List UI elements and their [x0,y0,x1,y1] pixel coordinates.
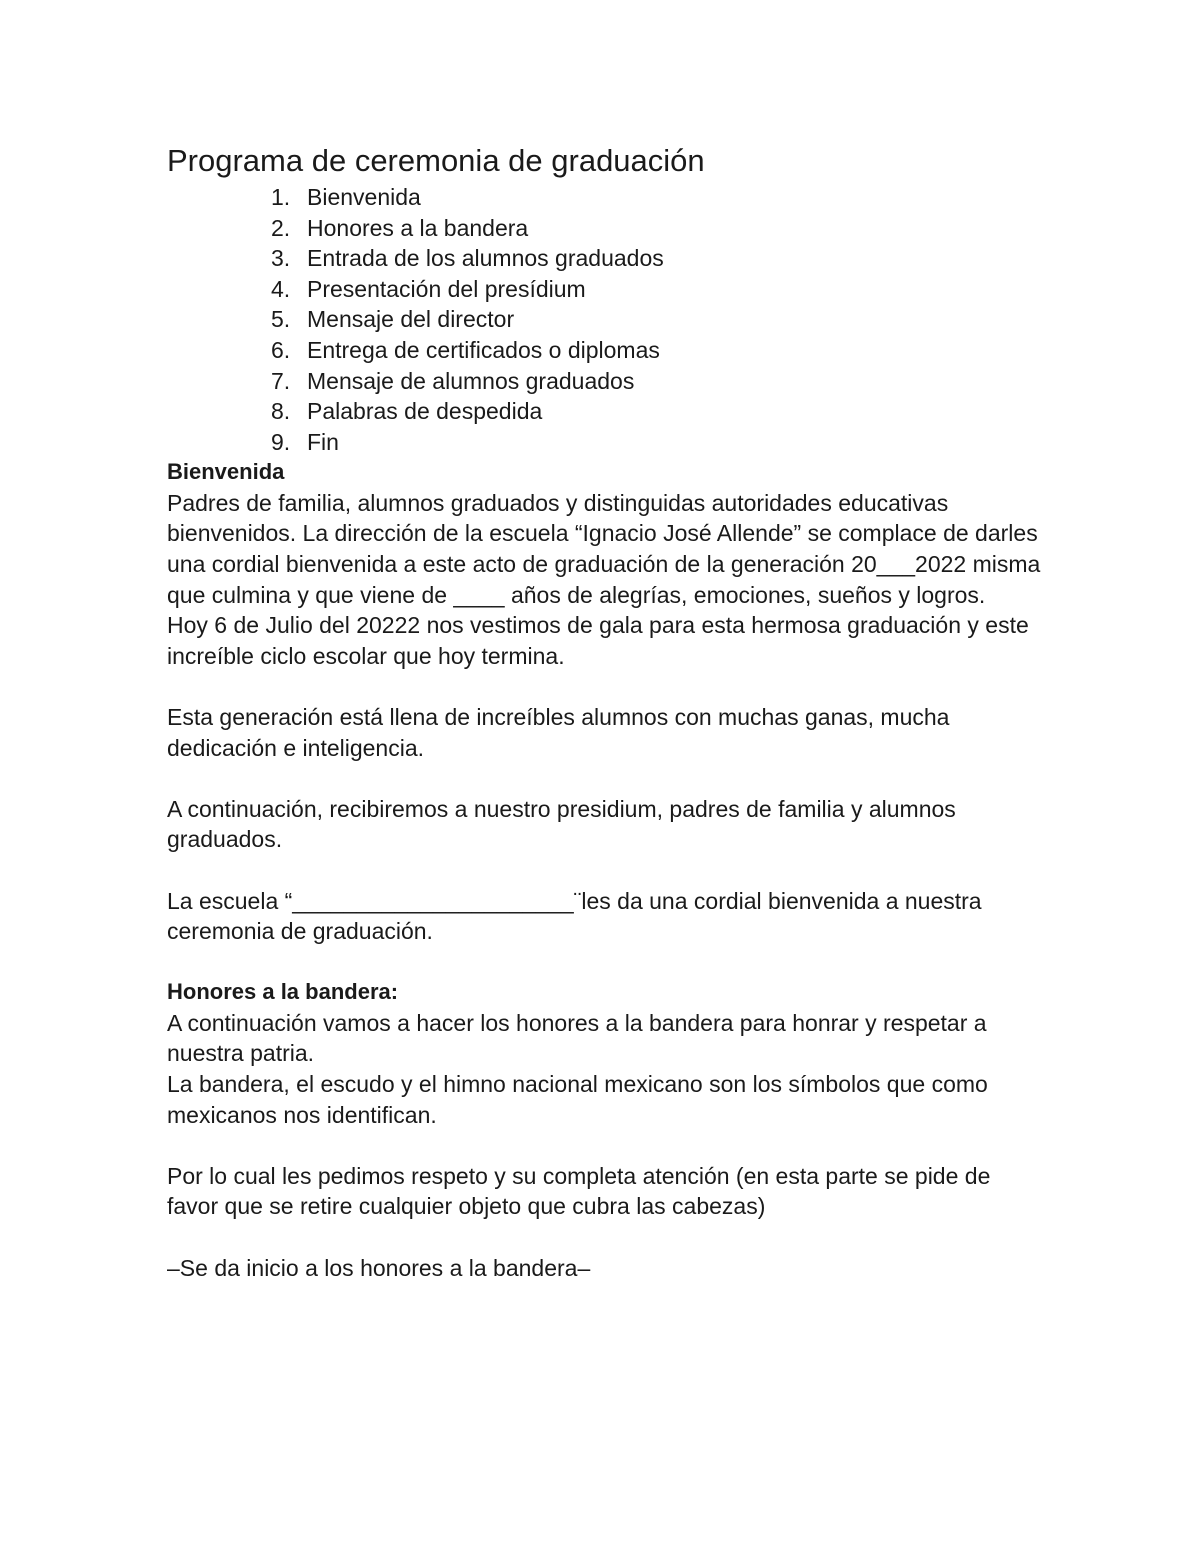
program-item [167,243,1047,274]
spacer [167,855,1047,886]
item-label: Entrada de los alumnos graduados [307,245,664,272]
item-number: 2. [271,214,291,241]
honores-paragraph-2: La bandera, el escudo y el himno nacional mexicano son los símbolos que como mexicanos nos identifican. [167,1071,988,1128]
program-item [167,366,1047,397]
honores-paragraph-3: Por lo cual les pedimos respeto y su completa atención (en esta parte se pide de favor que se retire cualquier objeto que cubra las cabezas) [167,1162,991,1220]
item-label: Mensaje de alumnos graduados [307,367,635,394]
spacer [167,947,1047,978]
program-item [167,182,1047,213]
program-item [167,304,1047,335]
document-title: Programa de ceremonia de graduación [167,143,705,178]
bienvenida-paragraph-5: La escuela “______________________¨les da una cordial bienvenida a nuestra ceremonia de graduación. [167,887,982,945]
item-number: 4. [271,275,291,302]
item-number: 1. [271,184,291,210]
document-page [167,140,1047,1283]
bienvenida-heading: Bienvenida [167,459,285,485]
item-label: Fin [307,428,339,455]
bienvenida-paragraph-4: A continuación, recibiremos a nuestro presidium, padres de familia y alumnos graduados. [167,795,956,853]
item-number: 7. [271,367,291,394]
honores-paragraph-4: –Se da inicio a los honores a la bandera– [167,1254,591,1281]
item-number: 8. [271,398,291,425]
program-item [167,335,1047,366]
item-number: 5. [271,306,291,333]
spacer [167,763,1047,794]
honores-paragraph-1: A continuación vamos a hacer los honores a la bandera para honrar y respetar a nuestra patria. [167,1009,987,1067]
honores-heading: Honores a la bandera: [167,979,399,1005]
item-label: Mensaje del director [307,306,515,333]
item-label: Entrega de certificados o diplomas [307,336,660,363]
bienvenida-paragraph-3: Esta generación está llena de increíbles alumnos con muchas ganas, mucha dedicación e inteligencia. [167,704,950,761]
item-number: 9. [271,428,291,455]
item-label: Bienvenida [307,184,421,210]
program-item [167,213,1047,244]
item-label: Honores a la bandera [307,214,529,241]
item-label: Palabras de despedida [307,398,543,425]
spacer [167,1130,1047,1161]
bienvenida-paragraph-1: Padres de familia, alumnos graduados y distinguidas autoridades educativas bienvenidos. La dirección de la escuela “Ignacio José Allende” se complace de darles una cordial bienvenida a este acto de graduación de la generación 20___2022 misma que culmina y que viene de ____ años de alegrías, emociones, sueños y logros. [167,489,1041,608]
spacer [167,1222,1047,1253]
bienvenida-paragraph-2: Hoy 6 de Julio del 20222 nos vestimos de gala para esta hermosa graduación y este increíble ciclo escolar que hoy termina. [167,612,1029,669]
program-item [167,396,1047,427]
spacer [167,671,1047,702]
program-list [167,182,1047,457]
program-item [167,427,1047,458]
item-number: 3. [271,245,291,272]
item-number: 6. [271,336,291,363]
item-label: Presentación del presídium [307,275,586,302]
program-item [167,274,1047,305]
